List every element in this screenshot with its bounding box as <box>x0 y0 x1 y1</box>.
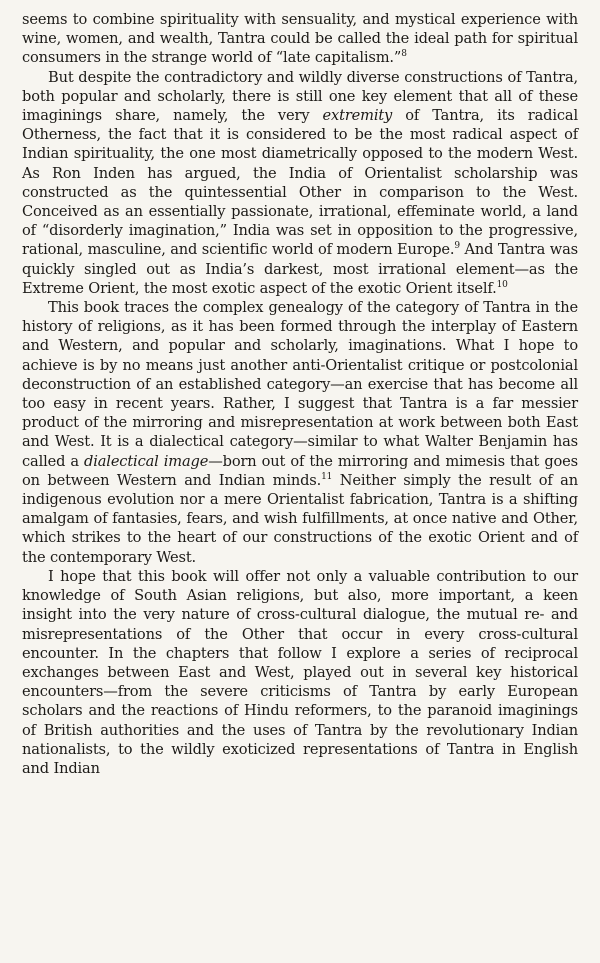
text-run: seems to combine spirituality with sensuality, and mystical experience with wine, women, and wealth, Tantra could be called the ideal path for spiritual consumers in the strange world of “late capitalism.” <box>22 11 578 67</box>
text-run: And Tantra was quickly singled out as India’s darkest, most irrational element—as the Extreme Orient, the most exotic aspect of the exotic Orient itself. <box>22 241 578 297</box>
text-run: I hope that this book will offer not only a valuable contribution to our knowledge of South Asian religions, but also, more important, a keen insight into the very nature of cross-cultural dialogue, the mutual re- and misrepresentations of the Other that occur in every cross-cultural encounter. In the chapters that follow I explore a series of reciprocal exchanges between East and West, played out in several key historical encounters—from the severe criticisms of Tantra by early European scholars and the reactions of Hindu reformers, to the paranoid imaginings of British authorities and the uses of Tantra by the revolutionary Indian nationalists, to the wildly exoticized representations of Tantra in English and Indian <box>22 567 578 777</box>
text-run: This book traces the complex genealogy of the category of Tantra in the history of religions, as it has been formed through the interplay of Eastern and Western, and popular and scholarly, imaginations. What I hope to achieve is by no means just another anti-Orientalist critique or postcolonial deconstruction of an established category—an exercise that has become all too easy in recent years. Rather, I suggest that Tantra is a far messier product of the mirroring and misrepresentation at work between both East and West. It is a dialectical category—similar to what Walter Benjamin has called a <box>22 299 578 470</box>
text-run: —born out of the mirroring and mimesis that goes on between Western and Indian minds. <box>22 452 578 489</box>
paragraph-4 <box>22 567 578 778</box>
footnote-marker: 10 <box>496 279 508 290</box>
italic-phrase: dialectical image <box>84 452 209 470</box>
paragraph-3 <box>22 298 578 567</box>
text-run: But despite the contradictory and wildly diverse constructions of Tantra, both popular and scholarly, there is still one key element that all of these imaginings share, namely, the very <box>22 68 578 125</box>
footnote-marker: 9 <box>454 241 460 252</box>
paragraph-2 <box>22 68 578 298</box>
text-run: Neither simply the result of an indigenous evolution nor a mere Orientalist fabrication, Tantra is a shifting amalgam of fantasies, fears, and wish fulfillments, at once native and Other, which strikes to the heart of our constructions of the exotic Orient and of the contemporary West. <box>22 471 578 566</box>
footnote-marker: 11 <box>321 472 333 483</box>
italic-phrase: extremity <box>322 107 393 125</box>
footnote-marker: 8 <box>401 49 407 60</box>
text-run: of Tantra, its radical Otherness, the fact that it is considered to be the most radical aspect of Indian spirituality, the one most diametrically opposed to the modern West. As Ron Inden has argued, the India of Orientalist scholarship was constructed as the quintessential Other in comparison to the West. Conceived as an essentially passionate, irrational, effeminate world, a land of “disorderly imagination,” India was set in opposition to the progressive, rational, masculine, and scientific world of modern Europe. <box>22 107 578 259</box>
paragraph-1 <box>22 10 578 68</box>
